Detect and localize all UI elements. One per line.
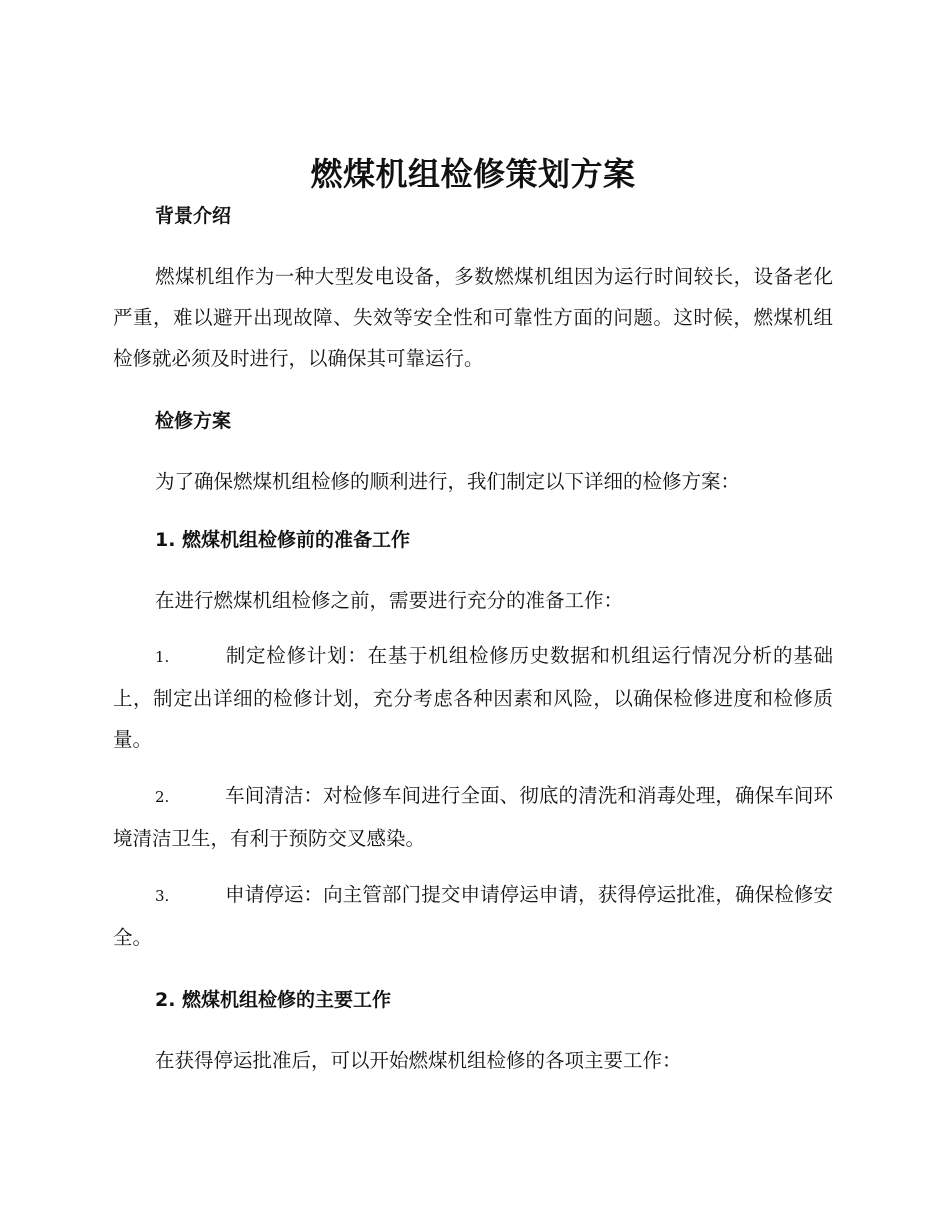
- section-heading-preparation: 1. 燃煤机组检修前的准备工作: [155, 529, 411, 551]
- document-page: [113, 150, 833, 1081]
- section-heading-main-work: 2. 燃煤机组检修的主要工作: [155, 989, 392, 1011]
- list-item-text: 申请停运：向主管部门提交申请停运申请，获得停运批准，确保检修安全。: [113, 883, 833, 949]
- document-title: 燃煤机组检修策划方案: [310, 155, 636, 193]
- list-item: [113, 635, 833, 760]
- paragraph-preparation-intro: 在进行燃煤机组检修之前，需要进行充分的准备工作：: [155, 589, 624, 612]
- section-heading-background: 背景介绍: [155, 205, 232, 227]
- list-item-number: 1.: [155, 648, 170, 666]
- list-item-text: 制定检修计划：在基于机组检修历史数据和机组运行情况分析的基础上，制定出详细的检修计划，充分考虑各种因素和风险，以确保检修进度和检修质量。: [113, 644, 833, 751]
- list-item: [113, 874, 833, 958]
- paragraph-plan-intro: 为了确保燃煤机组检修的顺利进行，我们制定以下详细的检修方案：: [155, 470, 741, 493]
- list-item: [113, 775, 833, 859]
- list-item-text: 车间清洁：对检修车间进行全面、彻底的清洗和消毒处理，确保车间环境清洁卫生，有利于预防交叉感染。: [113, 784, 833, 850]
- paragraph-background: 燃煤机组作为一种大型发电设备，多数燃煤机组因为运行时间较长，设备老化严重，难以避开出现故障、失效等安全性和可靠性方面的问题。这时候，燃煤机组检修就必须及时进行，以确保其可靠运行。: [113, 265, 833, 370]
- section-heading-plan: 检修方案: [155, 410, 232, 432]
- list-item-number: 2.: [155, 788, 170, 806]
- paragraph-main-work-intro: 在获得停运批准后，可以开始燃煤机组检修的各项主要工作：: [155, 1049, 682, 1072]
- list-item-number: 3.: [155, 887, 170, 905]
